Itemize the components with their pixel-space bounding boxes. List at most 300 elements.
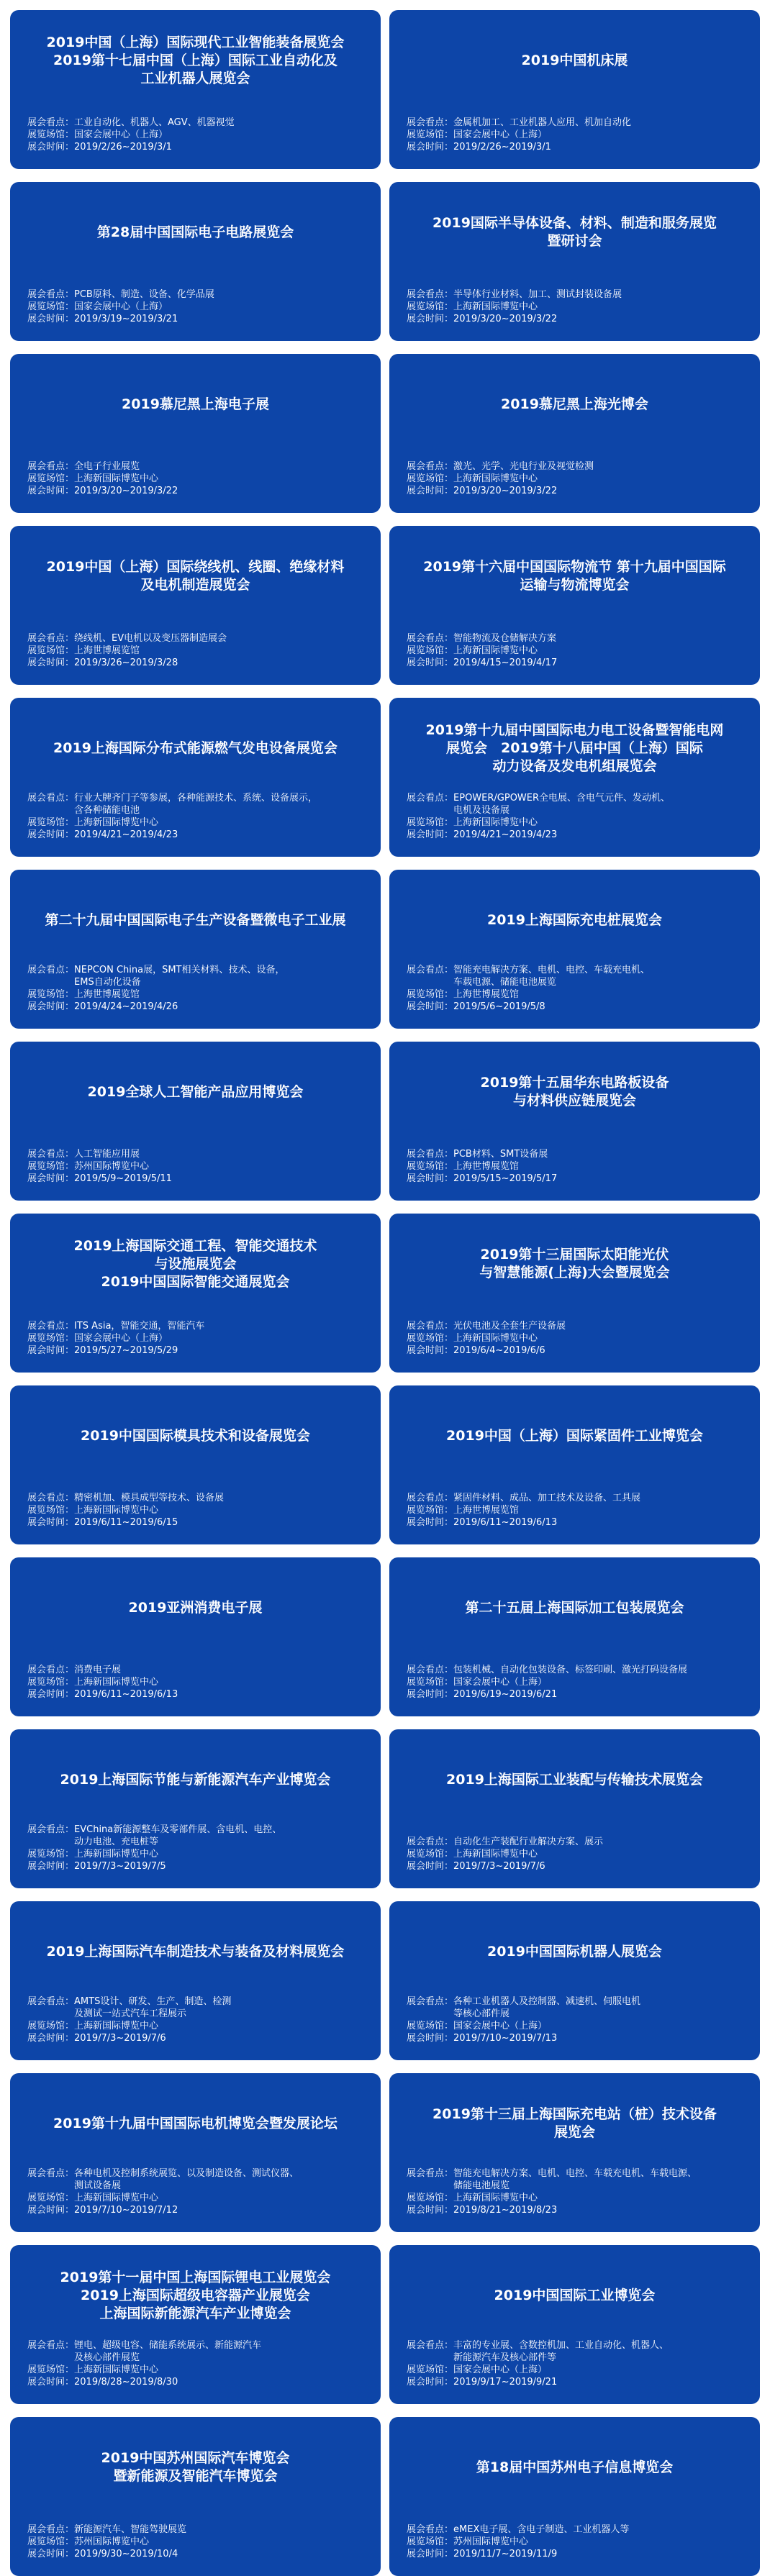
exhibition-venue-label: 展览场馆： [27, 645, 75, 656]
exhibition-date-value: 2019/5/15~2019/5/17 [453, 1173, 558, 1184]
exhibition-venue-value: 国家会展中心（上海） [74, 301, 168, 312]
exhibition-card [10, 1042, 381, 1201]
exhibition-card [10, 526, 381, 685]
exhibition-date-row [407, 485, 746, 497]
exhibition-details [407, 2167, 746, 2216]
exhibition-focus-value: 光伏电池及全套生产设备展 [453, 1321, 566, 1332]
exhibition-date-row [27, 2204, 366, 2216]
exhibition-focus-row [27, 288, 366, 301]
exhibition-focus-label: 展会看点： [27, 2340, 75, 2351]
exhibition-date-label: 展会时间： [407, 657, 454, 668]
exhibition-date-label: 展会时间： [27, 1861, 75, 1872]
exhibition-venue-label: 展览场馆： [27, 473, 75, 484]
exhibition-focus-value: 各种工业机器人及控制器、减速机、伺服电机 等核心部件展 [453, 1996, 641, 2019]
exhibition-date-row [27, 1344, 366, 1357]
exhibition-focus-row [407, 1320, 746, 1332]
exhibition-date-value: 2019/7/3~2019/7/6 [453, 1861, 545, 1872]
exhibition-details [27, 2339, 366, 2388]
exhibition-date-value: 2019/2/26~2019/3/1 [453, 142, 551, 153]
exhibition-card [10, 698, 381, 857]
card-title-area [24, 192, 366, 273]
exhibition-focus-value: 新能源汽车、智能驾驶展览 [74, 2524, 187, 2535]
exhibition-venue-value: 上海新国际博览中心 [453, 473, 538, 484]
exhibition-title: 2019中国国际工业博览会 [494, 2287, 656, 2303]
exhibition-details [407, 288, 746, 325]
exhibition-date-value: 2019/2/26~2019/3/1 [74, 142, 172, 153]
exhibition-venue-label: 展览场馆： [407, 2021, 454, 2031]
exhibition-focus-value: 智能充电解决方案、电机、电控、车载充电机、车载电源、 储能电池展览 [453, 2168, 697, 2191]
exhibition-date-value: 2019/5/27~2019/5/29 [74, 1345, 178, 1356]
exhibition-date-value: 2019/7/10~2019/7/12 [74, 2205, 178, 2216]
exhibition-card [389, 1042, 760, 1201]
exhibition-focus-label: 展会看点： [407, 289, 454, 300]
exhibition-date-row [27, 829, 366, 841]
exhibition-focus-row [27, 1824, 366, 1848]
exhibition-focus-value: 人工智能应用展 [74, 1149, 140, 1160]
exhibition-details [407, 1148, 746, 1185]
exhibition-date-label: 展会时间： [27, 1173, 75, 1184]
card-title-area [24, 1396, 366, 1476]
exhibition-focus-label: 展会看点： [27, 633, 75, 644]
exhibition-title: 第二十五届上海国际加工包装展览会 [465, 1599, 684, 1616]
exhibition-title: 2019全球人工智能产品应用博览会 [87, 1083, 304, 1100]
exhibition-venue-value: 苏州国际博览中心 [74, 2536, 150, 2547]
exhibition-card [389, 1729, 760, 1888]
exhibition-title: 2019上海国际汽车制造技术与装备及材料展览会 [46, 1943, 345, 1960]
exhibition-details [407, 632, 746, 669]
exhibition-venue-row [27, 645, 366, 657]
exhibition-details [27, 1664, 366, 1701]
exhibition-venue-value: 上海世博展览馆 [74, 989, 140, 1000]
exhibition-date-row [407, 1001, 746, 1013]
exhibition-focus-row [27, 632, 366, 645]
exhibition-details [407, 1836, 746, 1872]
exhibition-card [10, 10, 381, 169]
exhibition-date-row [407, 313, 746, 325]
exhibition-date-value: 2019/3/20~2019/3/22 [453, 314, 558, 324]
card-title-area [24, 2083, 366, 2164]
card-title-area [24, 880, 366, 960]
exhibition-venue-row [407, 2020, 746, 2032]
exhibition-venue-row [27, 1332, 366, 1344]
exhibition-venue-row [407, 2536, 746, 2548]
exhibition-focus-value: 消费电子展 [74, 1665, 122, 1675]
exhibition-date-value: 2019/4/15~2019/4/17 [453, 657, 558, 668]
exhibition-focus-row [407, 632, 746, 645]
exhibition-focus-value: eMEX电子展、含电子制造、工业机器人等 [453, 2524, 630, 2535]
exhibition-title: 2019第十九届中国国际电力电工设备暨智能电网 展览会 2019第十八届中国（上海）国际 动力设备及发电机组展览会 [425, 722, 724, 774]
exhibition-date-value: 2019/5/6~2019/5/8 [453, 1001, 545, 1012]
exhibition-venue-row [27, 2192, 366, 2204]
exhibition-focus-value: 金属机加工、工业机器人应用、机加自动化 [453, 117, 632, 128]
exhibition-details [27, 792, 366, 841]
exhibition-date-row [407, 1173, 746, 1185]
card-title-area [24, 364, 366, 445]
exhibition-venue-row [407, 1160, 746, 1173]
exhibition-date-label: 展会时间： [27, 1689, 75, 1700]
exhibition-date-row [407, 141, 746, 153]
exhibition-focus-label: 展会看点： [27, 289, 75, 300]
exhibition-date-row [407, 1860, 746, 1872]
exhibition-venue-row [27, 988, 366, 1001]
exhibition-focus-value: 智能物流及仓储解决方案 [453, 633, 557, 644]
exhibition-focus-row [27, 1148, 366, 1160]
exhibition-date-row [27, 1001, 366, 1013]
exhibition-title: 2019上海国际充电桩展览会 [487, 911, 662, 928]
exhibition-focus-label: 展会看点： [407, 633, 454, 644]
exhibition-date-value: 2019/4/24~2019/4/26 [74, 1001, 178, 1012]
exhibition-venue-row [27, 1676, 366, 1688]
exhibition-card [10, 2245, 381, 2404]
exhibition-venue-row [407, 473, 746, 485]
exhibition-date-value: 2019/6/11~2019/6/13 [74, 1689, 178, 1700]
exhibition-card [10, 1214, 381, 1373]
exhibition-focus-row [27, 964, 366, 988]
exhibition-date-label: 展会时间： [27, 2033, 75, 2044]
exhibition-focus-value: 包装机械、自动化包装设备、标签印刷、激光打码设备展 [453, 1665, 688, 1675]
exhibition-venue-label: 展览场馆： [407, 2536, 454, 2547]
exhibition-venue-label: 展览场馆： [407, 989, 454, 1000]
exhibition-date-label: 展会时间： [407, 1689, 454, 1700]
exhibition-venue-label: 展览场馆： [407, 817, 454, 828]
exhibition-title: 2019中国（上海）国际现代工业智能装备展览会 2019第十七届中国（上海）国际工业自动化及 工业机器人展览会 [46, 34, 345, 86]
exhibition-date-label: 展会时间： [27, 657, 75, 668]
exhibition-date-row [407, 657, 746, 669]
exhibition-focus-label: 展会看点： [27, 1996, 75, 2007]
exhibition-details [27, 1320, 366, 1357]
exhibition-venue-label: 展览场馆： [407, 1505, 454, 1516]
exhibition-card [389, 698, 760, 857]
exhibition-date-value: 2019/6/19~2019/6/21 [453, 1689, 558, 1700]
exhibition-date-value: 2019/8/28~2019/8/30 [74, 2377, 178, 2388]
exhibition-focus-value: PCB原料、制造、设备、化学品展 [74, 289, 214, 300]
exhibition-details [27, 964, 366, 1013]
exhibition-date-label: 展会时间： [27, 314, 75, 324]
exhibition-title: 2019第十六届中国国际物流节 第十九届中国国际 运输与物流博览会 [423, 559, 726, 593]
exhibition-card [389, 354, 760, 513]
exhibition-card [389, 1385, 760, 1544]
exhibition-venue-label: 展览场馆： [27, 2021, 75, 2031]
exhibition-venue-label: 展览场馆： [407, 1333, 454, 1344]
exhibition-focus-label: 展会看点： [407, 2340, 454, 2351]
exhibition-focus-label: 展会看点： [27, 2524, 75, 2535]
card-title-area [404, 536, 746, 616]
exhibition-date-row [27, 2032, 366, 2044]
exhibition-date-label: 展会时间： [407, 1173, 454, 1184]
exhibition-venue-value: 上海新国际博览中心 [74, 2021, 159, 2031]
exhibition-venue-value: 上海世博展览馆 [453, 989, 520, 1000]
exhibition-title: 2019第十九届中国国际电机博览会暨发展论坛 [53, 2115, 338, 2131]
exhibition-details [407, 2523, 746, 2560]
exhibition-focus-label: 展会看点： [27, 1149, 75, 1160]
exhibition-details [407, 1995, 746, 2044]
exhibition-venue-row [27, 816, 366, 829]
exhibition-venue-value: 上海新国际博览中心 [74, 1849, 159, 1860]
exhibition-venue-row [27, 1848, 366, 1860]
exhibition-title: 第二十九届中国国际电子生产设备暨微电子工业展 [45, 911, 346, 928]
exhibition-venue-row [27, 2364, 366, 2376]
exhibition-focus-value: EVChina新能源整车及零部件展、含电机、电控、 动力电池、充电桩等 [74, 1824, 282, 1847]
exhibition-venue-row [27, 301, 366, 313]
exhibition-focus-label: 展会看点： [407, 461, 454, 472]
exhibition-title: 2019第十三届国际太阳能光伏 与智慧能源(上海)大会暨展览会 [479, 1247, 670, 1280]
exhibition-focus-row [407, 1995, 746, 2020]
exhibition-date-label: 展会时间： [407, 2205, 454, 2216]
exhibition-title: 2019中国（上海）国际紧固件工业博览会 [446, 1427, 703, 1444]
exhibition-focus-row [27, 1492, 366, 1504]
exhibition-title: 第28届中国国际电子电路展览会 [96, 224, 294, 240]
exhibition-venue-label: 展览场馆： [407, 1677, 454, 1688]
exhibition-venue-label: 展览场馆： [27, 1849, 75, 1860]
exhibition-date-label: 展会时间： [27, 2377, 75, 2388]
exhibition-date-row [407, 1688, 746, 1701]
exhibition-focus-value: AMTS设计、研发、生产、制造、检测 及测试一站式汽车工程展示 [74, 1996, 232, 2019]
exhibition-venue-label: 展览场馆： [27, 1161, 75, 1172]
exhibition-date-label: 展会时间： [27, 2549, 75, 2559]
exhibition-venue-row [407, 1848, 746, 1860]
exhibition-venue-label: 展览场馆： [27, 817, 75, 828]
exhibition-grid [10, 10, 760, 2576]
exhibition-date-row [27, 141, 366, 153]
exhibition-focus-label: 展会看点： [27, 965, 75, 975]
card-title-area [404, 1911, 746, 1992]
exhibition-date-label: 展会时间： [407, 1345, 454, 1356]
exhibition-venue-row [27, 2020, 366, 2032]
exhibition-venue-value: 苏州国际博览中心 [74, 1161, 150, 1172]
exhibition-date-value: 2019/6/11~2019/6/13 [453, 1517, 558, 1528]
exhibition-focus-label: 展会看点： [27, 1493, 75, 1503]
exhibition-date-label: 展会时间： [27, 486, 75, 496]
exhibition-focus-row [407, 1836, 746, 1848]
exhibition-details [27, 632, 366, 669]
exhibition-date-label: 展会时间： [27, 2205, 75, 2216]
exhibition-card [389, 1557, 760, 1716]
exhibition-focus-label: 展会看点： [407, 117, 454, 128]
exhibition-venue-value: 上海新国际博览中心 [74, 2365, 159, 2375]
exhibition-venue-label: 展览场馆： [407, 1161, 454, 1172]
exhibition-date-label: 展会时间： [27, 1517, 75, 1528]
exhibition-details [27, 1148, 366, 1185]
exhibition-details [407, 792, 746, 841]
exhibition-date-row [407, 2204, 746, 2216]
exhibition-date-label: 展会时间： [407, 1517, 454, 1528]
exhibition-title: 2019中国机床展 [521, 52, 628, 68]
exhibition-venue-value: 上海世博展览馆 [74, 645, 140, 656]
exhibition-date-label: 展会时间： [407, 1001, 454, 1012]
exhibition-venue-value: 上海新国际博览中心 [453, 1849, 538, 1860]
exhibition-venue-value: 上海新国际博览中心 [453, 817, 538, 828]
exhibition-date-value: 2019/6/11~2019/6/15 [74, 1517, 178, 1528]
exhibition-venue-label: 展览场馆： [27, 2536, 75, 2547]
exhibition-focus-row [407, 117, 746, 129]
exhibition-focus-label: 展会看点： [407, 2168, 454, 2179]
exhibition-date-row [407, 1516, 746, 1529]
card-title-area [24, 1911, 366, 1992]
exhibition-venue-value: 上海世博展览馆 [453, 1161, 520, 1172]
exhibition-focus-label: 展会看点： [27, 461, 75, 472]
exhibition-venue-label: 展览场馆： [407, 645, 454, 656]
exhibition-date-label: 展会时间： [407, 314, 454, 324]
exhibition-focus-label: 展会看点： [407, 1321, 454, 1332]
exhibition-venue-value: 上海新国际博览中心 [74, 1677, 159, 1688]
card-title-area [404, 2255, 746, 2336]
exhibition-venue-row [407, 1676, 746, 1688]
exhibition-date-label: 展会时间： [27, 142, 75, 153]
exhibition-focus-value: 全电子行业展览 [74, 461, 140, 472]
exhibition-venue-value: 国家会展中心（上海） [453, 2365, 548, 2375]
exhibition-details [27, 2523, 366, 2560]
exhibition-focus-label: 展会看点： [407, 2524, 454, 2535]
exhibition-focus-row [27, 2167, 366, 2192]
exhibition-focus-label: 展会看点： [407, 1665, 454, 1675]
exhibition-venue-value: 苏州国际博览中心 [453, 2536, 529, 2547]
exhibition-date-row [407, 2376, 746, 2388]
exhibition-date-value: 2019/8/21~2019/8/23 [453, 2205, 558, 2216]
exhibition-focus-row [407, 1492, 746, 1504]
exhibition-focus-label: 展会看点： [27, 2168, 75, 2179]
exhibition-focus-value: 绕线机、EV电机以及变压器制造展会 [74, 633, 227, 644]
exhibition-date-label: 展会时间： [407, 2549, 454, 2559]
exhibition-card [10, 182, 381, 341]
exhibition-venue-row [407, 1332, 746, 1344]
card-title-area [404, 2083, 746, 2164]
exhibition-date-row [407, 2032, 746, 2044]
exhibition-focus-row [407, 2339, 746, 2364]
exhibition-date-row [27, 485, 366, 497]
card-title-area [404, 192, 746, 273]
exhibition-focus-value: 自动化生产装配行业解决方案、展示 [453, 1837, 604, 1847]
exhibition-date-row [407, 829, 746, 841]
exhibition-focus-value: 工业自动化、机器人、AGV、机器视觉 [74, 117, 235, 128]
exhibition-venue-value: 上海新国际博览中心 [453, 2193, 538, 2203]
exhibition-venue-row [407, 301, 746, 313]
exhibition-title: 2019国际半导体设备、材料、制造和服务展览 暨研讨会 [432, 215, 717, 249]
exhibition-focus-value: 丰富的专业展、含数控机加、工业自动化、机器人、 新能源汽车及核心部件等 [453, 2340, 669, 2363]
exhibition-details [27, 1995, 366, 2044]
exhibition-date-value: 2019/3/20~2019/3/22 [74, 486, 178, 496]
exhibition-focus-row [407, 2523, 746, 2536]
card-title-area [24, 1739, 366, 1820]
exhibition-details [27, 2167, 366, 2216]
exhibition-venue-label: 展览场馆： [407, 473, 454, 484]
exhibition-details [27, 460, 366, 497]
exhibition-focus-label: 展会看点： [27, 793, 75, 804]
exhibition-venue-label: 展览场馆： [407, 129, 454, 140]
exhibition-date-label: 展会时间： [407, 2377, 454, 2388]
exhibition-card [389, 1214, 760, 1373]
exhibition-title: 2019上海国际分布式能源燃气发电设备展览会 [53, 739, 338, 756]
exhibition-venue-value: 上海新国际博览中心 [453, 301, 538, 312]
exhibition-card [389, 2245, 760, 2404]
exhibition-venue-value: 上海新国际博览中心 [74, 817, 159, 828]
exhibition-date-value: 2019/5/9~2019/5/11 [74, 1173, 172, 1184]
exhibition-date-value: 2019/9/30~2019/10/4 [74, 2549, 178, 2559]
exhibition-date-row [27, 657, 366, 669]
exhibition-venue-label: 展览场馆： [27, 2365, 75, 2375]
exhibition-venue-value: 上海新国际博览中心 [453, 645, 538, 656]
card-title-area [24, 20, 366, 101]
exhibition-focus-label: 展会看点： [407, 965, 454, 975]
exhibition-focus-value: EPOWER/GPOWER全电展、含电气元件、发动机、 电机及设备展 [453, 793, 671, 816]
exhibition-venue-row [27, 1160, 366, 1173]
exhibition-title: 2019第十三届上海国际充电站（桩）技术设备 展览会 [432, 2106, 717, 2140]
card-title-area [24, 708, 366, 788]
exhibition-focus-value: 行业大牌齐门子等参展，各种能源技术、系统、设备展示， 含各种储能电池 [74, 793, 318, 816]
exhibition-focus-label: 展会看点： [27, 1321, 75, 1332]
exhibition-date-value: 2019/7/3~2019/7/5 [74, 1861, 166, 1872]
exhibition-card [10, 1729, 381, 1888]
exhibition-date-row [27, 1688, 366, 1701]
exhibition-title: 第18届中国苏州电子信息博览会 [476, 2459, 674, 2475]
card-title-area [24, 1567, 366, 1648]
exhibition-details [407, 460, 746, 497]
exhibition-date-row [407, 1344, 746, 1357]
exhibition-focus-value: 激光、光学、光电行业及视觉检测 [453, 461, 594, 472]
exhibition-focus-row [27, 117, 366, 129]
exhibition-venue-label: 展览场馆： [27, 1505, 75, 1516]
exhibition-details [27, 1492, 366, 1529]
exhibition-title: 2019中国国际机器人展览会 [487, 1943, 662, 1960]
card-title-area [404, 1224, 746, 1304]
exhibition-venue-row [27, 473, 366, 485]
exhibition-details [407, 117, 746, 153]
exhibition-focus-label: 展会看点： [27, 1824, 75, 1835]
exhibition-details [27, 288, 366, 325]
exhibition-focus-value: ITS Asia，智能交通，智能汽车 [74, 1321, 205, 1332]
exhibition-date-row [27, 2376, 366, 2388]
exhibition-venue-row [407, 816, 746, 829]
exhibition-focus-row [27, 460, 366, 473]
exhibition-date-value: 2019/4/21~2019/4/23 [453, 829, 558, 840]
exhibition-card [10, 870, 381, 1029]
exhibition-details [407, 2339, 746, 2388]
exhibition-venue-value: 国家会展中心（上海） [453, 2021, 548, 2031]
exhibition-venue-row [407, 2364, 746, 2376]
card-title-area [24, 1052, 366, 1132]
exhibition-date-value: 2019/4/21~2019/4/23 [74, 829, 178, 840]
exhibition-focus-label: 展会看点： [27, 117, 75, 128]
exhibition-card [389, 182, 760, 341]
exhibition-date-value: 2019/9/17~2019/9/21 [453, 2377, 558, 2388]
exhibition-venue-value: 上海新国际博览中心 [74, 2193, 159, 2203]
exhibition-venue-label: 展览场馆： [407, 2193, 454, 2203]
exhibition-date-label: 展会时间： [407, 2033, 454, 2044]
card-title-area [404, 1396, 746, 1476]
exhibition-focus-label: 展会看点： [407, 1996, 454, 2007]
exhibition-focus-row [407, 792, 746, 816]
exhibition-venue-value: 上海新国际博览中心 [453, 1333, 538, 1344]
exhibition-venue-row [407, 645, 746, 657]
exhibition-title: 2019慕尼黑上海电子展 [122, 396, 269, 412]
exhibition-venue-label: 展览场馆： [407, 1849, 454, 1860]
card-title-area [24, 536, 366, 616]
exhibition-venue-value: 上海新国际博览中心 [74, 1505, 159, 1516]
card-title-area [404, 364, 746, 445]
exhibition-card [389, 1901, 760, 2060]
exhibition-focus-value: 精密机加、模具成型等技术、设备展 [74, 1493, 225, 1503]
exhibition-focus-row [407, 288, 746, 301]
exhibition-venue-label: 展览场馆： [407, 301, 454, 312]
exhibition-focus-row [27, 1664, 366, 1676]
exhibition-date-row [27, 1516, 366, 1529]
exhibition-title: 2019中国国际模具技术和设备展览会 [81, 1427, 310, 1444]
card-title-area [24, 1224, 366, 1304]
exhibition-venue-row [27, 129, 366, 141]
card-title-area [24, 2427, 366, 2508]
card-title-area [404, 1567, 746, 1648]
exhibition-card [10, 1557, 381, 1716]
exhibition-focus-row [27, 792, 366, 816]
